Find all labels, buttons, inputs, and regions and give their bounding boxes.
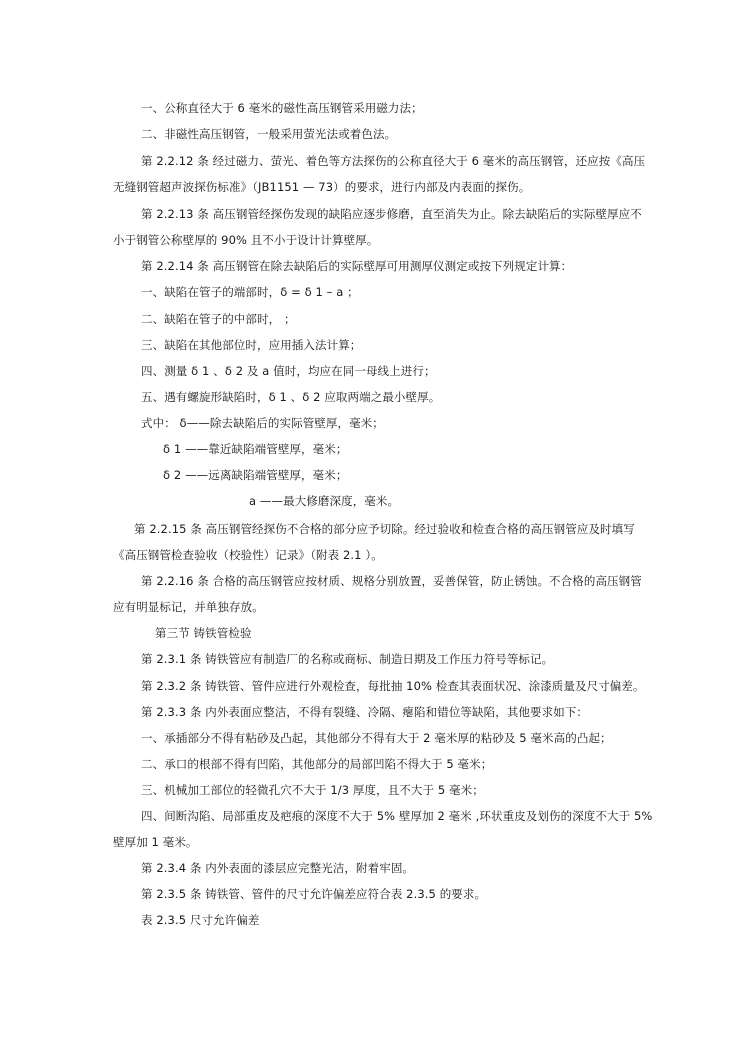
text-line: 第 2.3.4 条 内外表面的漆层应完整光洁，附着牢固。 [141,861,415,875]
section-heading: 第三节 铸铁管检验 [155,626,252,640]
text-line: 第 2.2.13 条 高压钢管经探伤发现的缺陷应逐步修磨，直至消失为止。除去缺陷后的实际壁厚应不 [141,207,642,221]
text-line: 四、间断沟陷、局部重皮及疤痕的深度不大于 5% 壁厚加 2 毫米 ,环状重皮及划伤的深度不大于 5% [141,809,653,823]
text-line: 小于钢管公称壁厚的 90% 且不小于设计计算壁厚。 [113,233,379,247]
text-line: 第 2.3.5 条 铸铁管、管件的尺寸允许偏差应符合表 2.3.5 的要求。 [141,887,487,901]
text-line: 应有明显标记，并单独存放。 [113,600,264,614]
text-line: 无缝钢管超声波探伤标准》（JB1151 — 73）的要求，进行内部及内表面的探伤。 [113,180,531,194]
text-line: 四、测量 δ 1 、δ 2 及 a 值时，均应在同一母线上进行； [141,364,436,378]
table-caption: 表 2.3.5 尺寸允许偏差 [141,913,260,927]
text-line: 第 2.2.12 条 经过磁力、萤光、着色等方法探伤的公称直径大于 6 毫米的高压钢管，还应按《高压 [141,154,646,168]
text-line: 第 2.3.3 条 内外表面应整洁，不得有裂缝、冷隔、瘪陷和错位等缺陷，其他要求如下： [141,705,589,719]
text-line: 一、承插部分不得有粘砂及凸起，其他部分不得有大于 2 毫米厚的粘砂及 5 毫米高的凸起； [141,731,612,745]
text-line: 第 2.3.1 条 铸铁管应有制造厂的名称或商标、制造日期及工作压力符号等标记。 [141,652,554,666]
text-line: 《高压钢管检查验收（校验性）记录》（附表 2.1 ）。 [113,548,383,562]
text-line: a ——最大修磨深度，毫米。 [249,494,400,508]
text-line: δ 2 ——远离缺陷端管壁厚，毫米； [163,468,348,482]
text-line: 壁厚加 1 毫米。 [113,835,198,849]
text-line: 三、缺陷在其他部位时，应用插入法计算； [141,338,362,352]
text-line: 二、承口的根部不得有凹陷，其他部分的局部凹陷不得大于 5 毫米； [141,757,493,771]
text-line: 第 2.2.15 条 高压钢管经探伤不合格的部分应予切除。经过验收和检查合格的高压钢管应及时填写 [134,522,635,536]
text-line: 式中： δ——除去缺陷后的实际管壁厚，毫米； [141,416,384,430]
text-line: 第 2.3.2 条 铸铁管、管件应进行外观检查，每批抽 10% 检查其表面状况、涂漆质量及尺寸偏差。 [141,679,645,693]
text-line: 一、公称直径大于 6 毫米的磁性高压钢管采用磁力法； [141,101,423,115]
text-line: δ 1 ——靠近缺陷端管壁厚，毫米； [163,442,348,456]
text-line: 第 2.2.16 条 合格的高压钢管应按材质、规格分别放置，妥善保管，防止锈蚀。不合格的高压钢管 [141,574,642,588]
text-line: 第 2.2.14 条 高压钢管在除去缺陷后的实际壁厚可用测厚仪测定或按下列规定计算： [141,259,573,273]
text-line: 一、缺陷在管子的端部时，δ = δ 1 – a ； [141,285,359,299]
text-line: 二、缺陷在管子的中部时， ； [141,312,296,326]
text-line: 二、非磁性高压钢管，一般采用萤光法或着色法。 [141,127,397,141]
text-line: 五、遇有螺旋形缺陷时，δ 1 、δ 2 应取两端之最小壁厚。 [141,390,441,404]
text-line: 三、机械加工部位的轻微孔穴不大于 1/3 厚度，且不大于 5 毫米； [141,783,484,797]
